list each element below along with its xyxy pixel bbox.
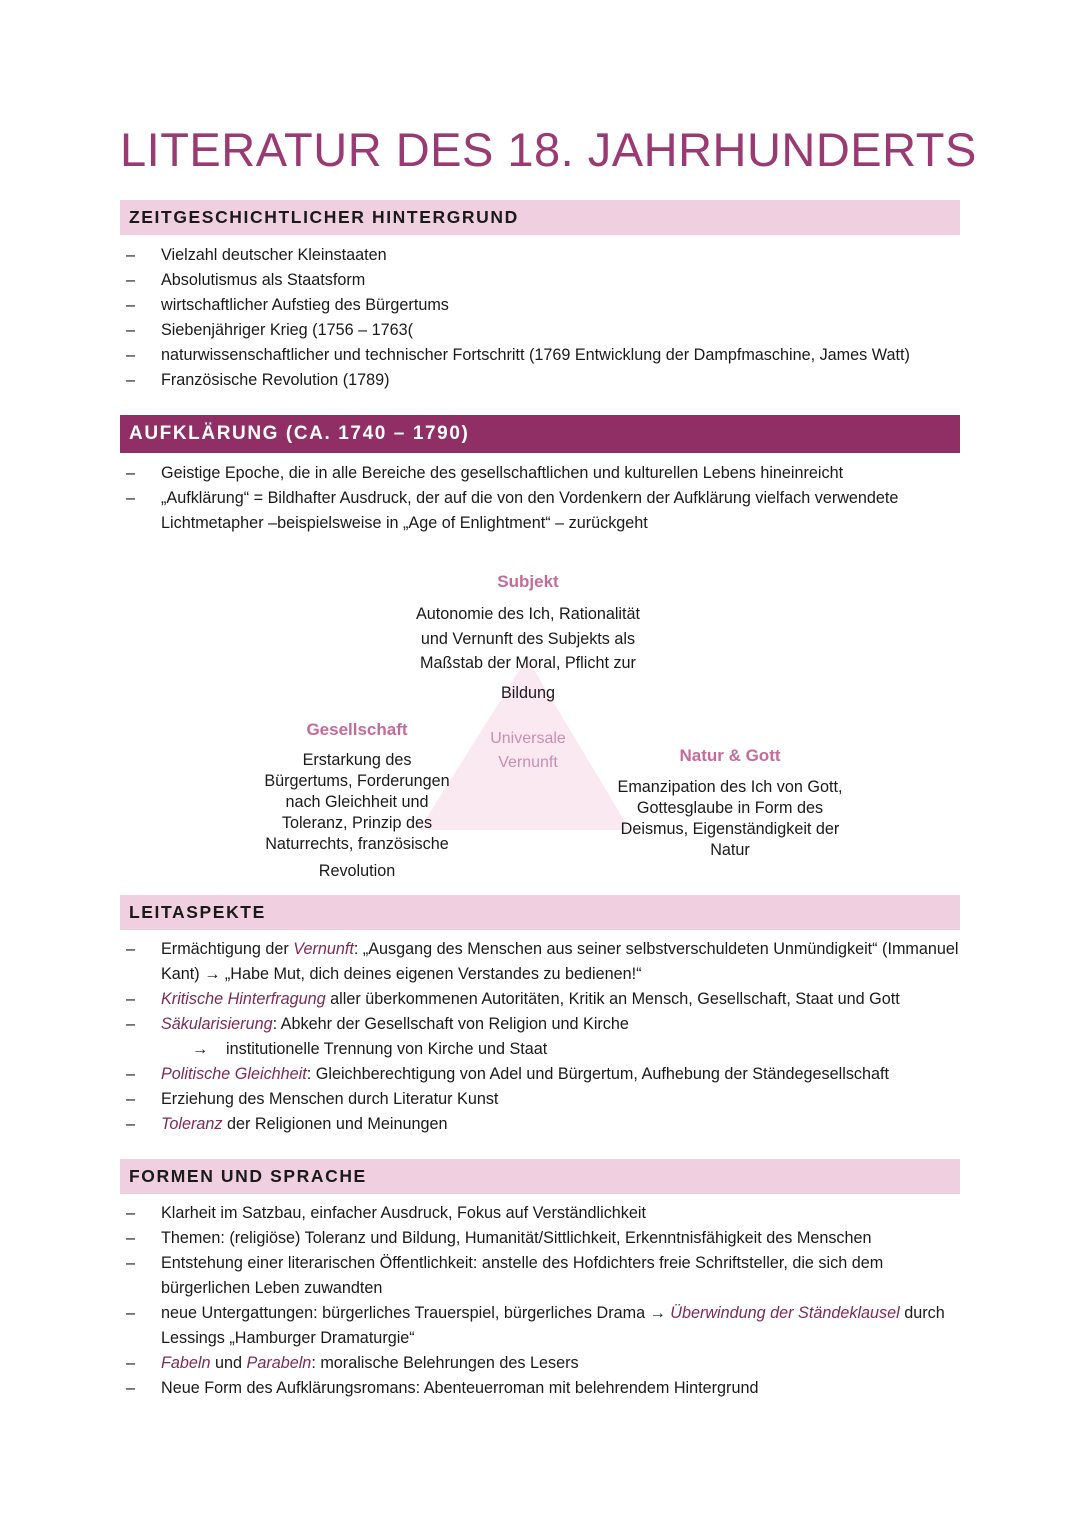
dash-bullet: –: [126, 1204, 136, 1222]
dash-bullet: –: [126, 1090, 136, 1108]
list-item: – Französische Revolution (1789): [120, 368, 960, 393]
list-item: – Kritische Hinterfragung aller überkommenen Autoritäten, Kritik an Mensch, Gesellschaft, Staat und Gott: [120, 987, 960, 1012]
list-item: – Klarheit im Satzbau, einfacher Ausdruck, Fokus auf Verständlichkeit: [120, 1201, 960, 1226]
dash-bullet: –: [126, 1379, 136, 1397]
page-title: LITERATUR DES 18. JAHRHUNDERTS: [120, 123, 977, 176]
hintergrund-list: [120, 243, 960, 393]
list-item: – Ermächtigung der Vernunft: „Ausgang des Menschen aus seiner selbstverschuldeten Unmündigkeit“ (Immanuel Kant) → „Habe Mut, dich deines eigenen Verstandes zu bedienen!“: [120, 937, 960, 987]
list-item: – Erziehung des Menschen durch Literatur Kunst: [120, 1087, 960, 1112]
node-title-natur-gott: Natur & Gott: [679, 746, 781, 765]
section-heading-formen: FORMEN UND SPRACHE: [120, 1159, 960, 1194]
dash-bullet: –: [126, 321, 136, 339]
dash-bullet: –: [126, 1015, 136, 1033]
dash-bullet: –: [126, 940, 136, 958]
dash-bullet: –: [126, 990, 136, 1008]
list-item: – Vielzahl deutscher Kleinstaaten: [120, 243, 960, 268]
list-item: – Siebenjähriger Krieg (1756 – 1763(: [120, 318, 960, 343]
dash-bullet: –: [126, 489, 136, 507]
node-text-gesellschaft: Erstarkung des Bürgertums, Forderungen nach Gleichheit und Toleranz, Prinzip des Naturrechts, französische Revolution: [264, 751, 450, 880]
dash-bullet: –: [126, 271, 136, 289]
dash-bullet: –: [126, 246, 136, 264]
arrow-right-icon: →: [192, 1040, 209, 1058]
section-heading-hintergrund: ZEITGESCHICHTLICHER HINTERGRUND: [120, 200, 960, 235]
dash-bullet: –: [126, 1354, 136, 1372]
aufklaerung-triangle-diagram: [120, 560, 960, 890]
list-item: – Geistige Epoche, die in alle Bereiche des gesellschaftlichen und kulturellen Lebens hineinreicht: [120, 461, 960, 486]
node-text-subjekt: Autonomie des Ich, Rationalität und Vernunft des Subjekts als Maßstab der Moral, Pflicht zur Bildung: [415, 605, 641, 702]
list-item: – Absolutismus als Staatsform: [120, 268, 960, 293]
list-item: – Entstehung einer literarischen Öffentlichkeit: anstelle des Hofdichters freie Schriftsteller, die sich dem bürgerlichen Leben zuwandten: [120, 1251, 960, 1301]
list-sub-item: → institutionelle Trennung von Kirche und Staat: [120, 1037, 960, 1062]
dash-bullet: –: [126, 464, 136, 482]
center-label-universale-vernunft: Universale Vernunft: [490, 730, 566, 771]
list-item: – „Aufklärung“ = Bildhafter Ausdruck, der auf die von den Vordenkern der Aufklärung vielfach verwendete Lichtmetapher –beispielsweise in „Age of Enlightment“ – zurückgeht: [120, 486, 960, 536]
dash-bullet: –: [126, 371, 136, 389]
list-item: – wirtschaftlicher Aufstieg des Bürgertums: [120, 293, 960, 318]
list-item: – Toleranz der Religionen und Meinungen: [120, 1112, 960, 1137]
section-heading-leitaspekte: LEITASPEKTE: [120, 895, 960, 930]
list-item: – naturwissenschaftlicher und technischer Fortschritt (1769 Entwicklung der Dampfmaschine, James Watt): [120, 343, 960, 368]
leitaspekte-list: [120, 937, 960, 1137]
section-heading-aufklaerung: AUFKLÄRUNG (CA. 1740 – 1790): [120, 415, 960, 453]
dash-bullet: –: [126, 1229, 136, 1247]
list-item: – Säkularisierung: Abkehr der Gesellschaft von Religion und Kirche: [120, 1012, 960, 1037]
list-item: – Themen: (religiöse) Toleranz und Bildung, Humanität/Sittlichkeit, Erkenntnisfähigkeit des Menschen: [120, 1226, 960, 1251]
formen-list: [120, 1201, 960, 1401]
dash-bullet: –: [126, 296, 136, 314]
list-item: – Politische Gleichheit: Gleichberechtigung von Adel und Bürgertum, Aufhebung der Ständegesellschaft: [120, 1062, 960, 1087]
dash-bullet: –: [126, 1065, 136, 1083]
list-item: – neue Untergattungen: bürgerliches Trauerspiel, bürgerliches Drama → Überwindung der Ständeklausel durch Lessings „Hamburger Dramaturgie“: [120, 1301, 960, 1351]
aufklaerung-list: [120, 461, 960, 536]
dash-bullet: –: [126, 1304, 136, 1322]
dash-bullet: –: [126, 346, 136, 364]
list-item: – Fabeln und Parabeln: moralische Belehrungen des Lesers: [120, 1351, 960, 1376]
dash-bullet: –: [126, 1254, 136, 1272]
node-text-natur-gott: Emanzipation des Ich von Gott, Gottesglaube in Form des Deismus, Eigenständigkeit der Natur: [617, 778, 843, 859]
dash-bullet: –: [126, 1115, 136, 1133]
node-title-subjekt: Subjekt: [497, 572, 559, 591]
node-title-gesellschaft: Gesellschaft: [306, 720, 408, 739]
list-item: – Neue Form des Aufklärungsromans: Abenteuerroman mit belehrendem Hintergrund: [120, 1376, 960, 1401]
